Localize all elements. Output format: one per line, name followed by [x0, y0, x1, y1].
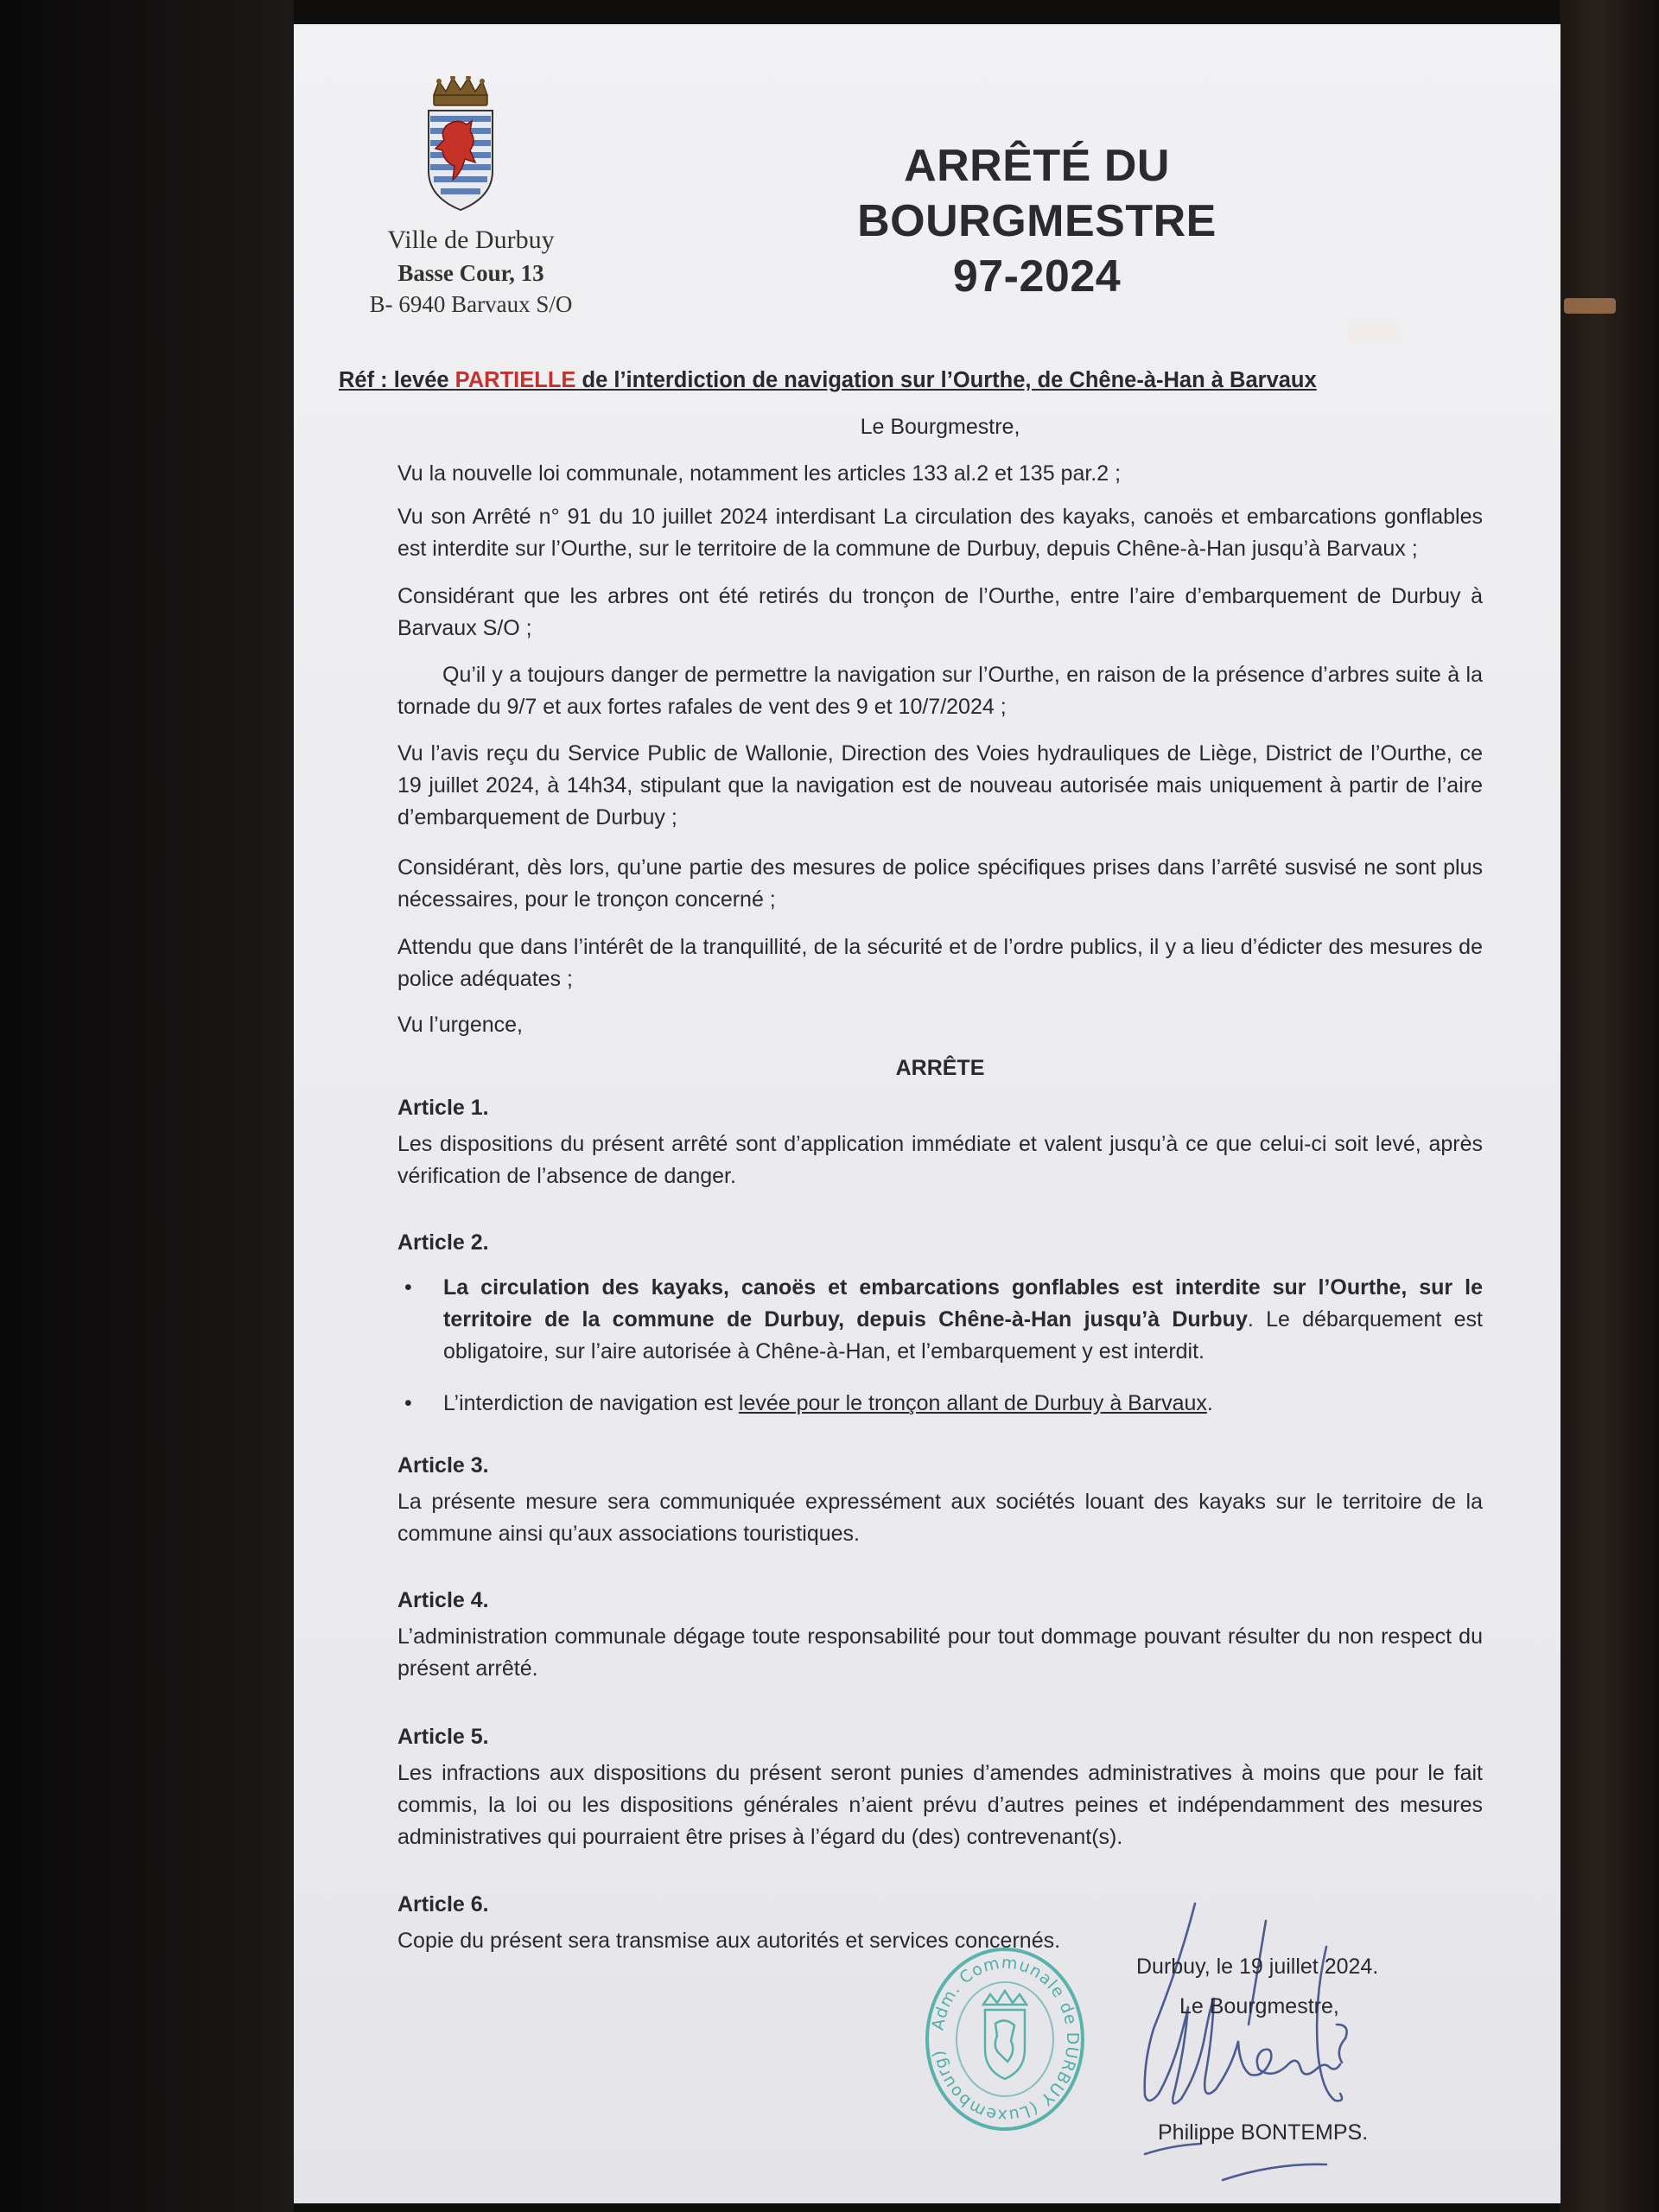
seal-text: Adm. Communale de DURBUY (Luxembourg) [928, 1953, 1083, 2126]
issuer-name: Ville de Durbuy [387, 226, 555, 254]
reference-suffix: de l’interdiction de navigation sur l’Ourthe, de Chêne-à-Han à Barvaux [575, 368, 1317, 392]
light-reflection [1564, 298, 1616, 314]
signatory-name: Philippe BONTEMPS. [1158, 2120, 1369, 2145]
issuer-street: Basse Cour, 13 [397, 260, 544, 286]
municipal-seal-stamp [923, 1944, 1087, 2134]
article-title: Article 1. [397, 1096, 489, 1120]
article-title: Article 2. [397, 1230, 489, 1255]
article-title: Article 4. [397, 1588, 489, 1612]
preamble-paragraph: Considérant que les arbres ont été retirés du tronçon de l’Ourthe, entre l’aire d’embarquement de Durbuy à Barvaux S/O ; [397, 584, 1483, 640]
display-frame-right [1560, 0, 1659, 2212]
preamble-paragraph: Vu l’urgence, [397, 1013, 523, 1037]
article-bullet [404, 1388, 1483, 1420]
bullet-text-end: . [1206, 1391, 1213, 1415]
signature-place-date: Durbuy, le 19 juillet 2024. [1136, 1955, 1379, 1979]
issuer-address [346, 223, 596, 320]
svg-text:Adm. Communale de DURBUY (Luxe [929, 1953, 1083, 2125]
issuer-city: B- 6940 Barvaux S/O [369, 291, 573, 317]
article-text: L’administration communale dégage toute responsabilité pour tout dommage pouvant résulter du non respect du présent arrêté. [397, 1624, 1483, 1681]
preamble-opening: Le Bourgmestre, [860, 415, 1020, 439]
bullet-text: L’interdiction de navigation est [443, 1391, 739, 1415]
bullet-underlined-text: levée pour le tronçon allant de Durbuy à Barvaux [738, 1391, 1207, 1415]
article-title: Article 3. [397, 1453, 489, 1478]
article-text: Les dispositions du présent arrêté sont d’application immédiate et valent jusqu’à ce que celui-ci soit levé, après vérification de l’absence de danger. [397, 1132, 1483, 1188]
display-frame-left [0, 0, 294, 2212]
preamble-paragraph: Considérant, dès lors, qu’une partie des mesures de police spécifiques prises dans l’arrêté susvisé ne sont plus nécessaires, pour le tronçon concerné ; [397, 855, 1483, 912]
bullet-text: . Le débarquement est obligatoire, sur l’aire autorisée à Chêne-à-Han, et l’embarquement y est interdit. [443, 1307, 1483, 1363]
document-title-line1: ARRÊTÉ DU BOURGMESTRE [857, 141, 1217, 246]
document-number: 97-2024 [952, 251, 1122, 302]
reference-highlight: PARTIELLE [454, 368, 576, 392]
article-bullet [404, 1272, 1483, 1368]
preamble-paragraph: Vu son Arrêté n° 91 du 10 juillet 2024 interdisant La circulation des kayaks, canoës et embarcations gonflables est interdite sur l’Ourthe, sur le territoire de la commune de Durbuy, depuis Chêne-à-Han jusqu’à Barvaux ; [397, 505, 1483, 561]
bullet-bold-text: La circulation des kayaks, canoës et embarcations gonflables est interdite sur l’Ourthe, sur le territoire de la commune de Durbuy, depuis Chêne-à-Han jusqu’à Durbuy [443, 1275, 1483, 1332]
document-title [847, 138, 1227, 304]
bullet-dot: • [404, 1275, 412, 1300]
article-title: Article 5. [397, 1725, 489, 1749]
preamble-paragraph: Attendu que dans l’intérêt de la tranquillité, de la sécurité et de l’ordre publics, il y a lieu d’édicter des mesures de police adéquates ; [397, 935, 1483, 991]
decree-heading: ARRÊTE [895, 1056, 985, 1080]
bullet-dot: • [404, 1391, 412, 1415]
preamble-paragraph: Vu la nouvelle loi communale, notamment les articles 133 al.2 et 135 par.2 ; [397, 461, 1122, 486]
coat-of-arms-icon [422, 76, 499, 219]
light-reflection [1348, 324, 1400, 341]
reference-prefix: Réf : levée [339, 368, 455, 392]
preamble-paragraph: Vu l’avis reçu du Service Public de Wallonie, Direction des Voies hydrauliques de Liège, District de l’Ourthe, ce 19 juillet 2024, à 14h34, stipulant que la navigation est de nouveau autorisée mais uniquement à partir de l’aire d’embarquement de Durbuy ; [397, 741, 1483, 830]
article-text: La présente mesure sera communiquée expressément aux sociétés louant des kayaks sur le territoire de la commune ainsi qu’aux associations touristiques. [397, 1490, 1483, 1546]
article-title: Article 6. [397, 1892, 489, 1916]
article-text: Copie du présent sera transmise aux autorités et services concernés. [397, 1929, 1061, 1953]
signature-role: Le Bourgmestre, [1179, 1994, 1339, 2018]
notice-document [294, 24, 1560, 2203]
preamble-paragraph: Qu’il y a toujours danger de permettre la navigation sur l’Ourthe, en raison de la présence d’arbres suite à la tornade du 9/7 et aux fortes rafales de vent des 9 et 10/7/2024 ; [397, 663, 1483, 719]
reference-line [339, 368, 1317, 393]
article-text: Les infractions aux dispositions du présent seront punies d’amendes administratives à moins que pour le fait commis, la loi ou les dispositions générales n’aient prévu d’autres peines et indépendamment des mesures administratives qui pourraient être prises à l’égard du (des) contrevenant(s). [397, 1761, 1483, 1849]
